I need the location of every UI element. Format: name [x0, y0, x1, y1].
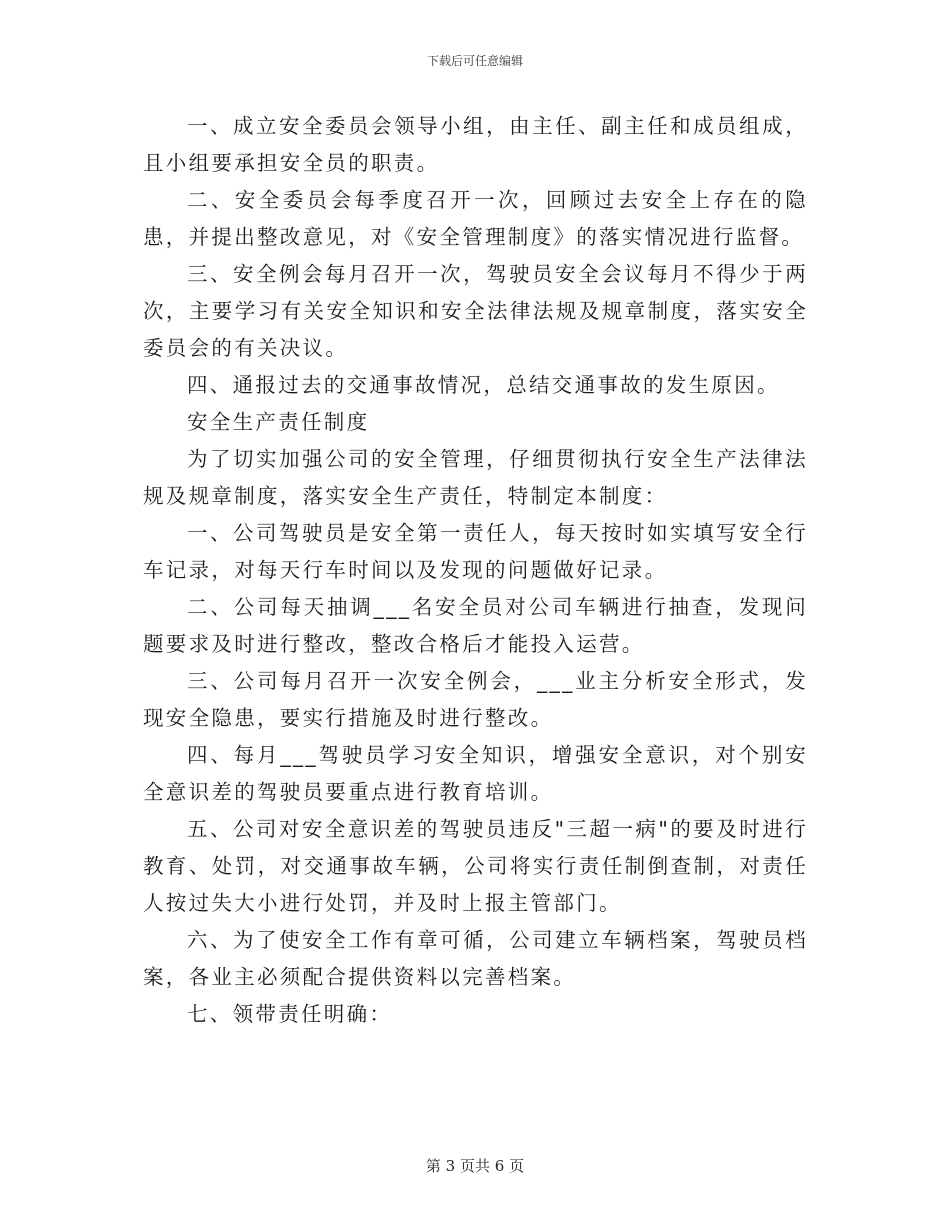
paragraph-rule-7: 七、领带责任明确：: [187, 1002, 393, 1026]
paragraph-rule-2: 二、公司每天抽调___名安全员对公司车辆进行抽查，发现问题要求及时进行整改，整改合格后才能投入运营。: [143, 595, 808, 656]
paragraph-1: 一、成立安全委员会领导小组，由主任、副主任和成员组成，且小组要承担安全员的职责。: [143, 114, 808, 175]
section-title: 安全生产责任制度: [187, 410, 370, 434]
paragraph-rule-6: 六、为了使安全工作有章可循，公司建立车辆档案，驾驶员档案，各业主必须配合提供资料以完善档案。: [143, 928, 808, 989]
page-header: 下载后可任意编辑: [426, 54, 523, 68]
page-footer: 第 3 页共 6 页: [425, 1157, 525, 1175]
paragraph-2: 二、安全委员会每季度召开一次，回顾过去安全上存在的隐患，并提出整改意见，对《安全管理制度》的落实情况进行监督。: [143, 188, 808, 249]
paragraph-intro: 为了切实加强公司的安全管理，仔细贯彻执行安全生产法律法规及规章制度，落实安全生产责任，特制定本制度：: [143, 447, 808, 508]
paragraph-rule-3: 三、公司每月召开一次安全例会，___业主分析安全形式，发现安全隐患，要实行措施及时进行整改。: [143, 669, 808, 730]
paragraph-4: 四、通报过去的交通事故情况，总结交通事故的发生原因。: [187, 373, 780, 397]
paragraph-rule-4: 四、每月___驾驶员学习安全知识，增强安全意识，对个别安全意识差的驾驶员要重点进行教育培训。: [143, 743, 808, 804]
paragraph-rule-5: 五、公司对安全意识差的驾驶员违反"三超一病"的要及时进行教育、处罚，对交通事故车辆，公司将实行责任制倒查制，对责任人按过失大小进行处罚，并及时上报主管部门。: [143, 817, 808, 915]
document-body: [143, 108, 808, 1033]
paragraph-3: 三、安全例会每月召开一次，驾驶员安全会议每月不得少于两次，主要学习有关安全知识和安全法律法规及规章制度，落实安全委员会的有关决议。: [143, 262, 808, 360]
paragraph-rule-1: 一、公司驾驶员是安全第一责任人，每天按时如实填写安全行车记录，对每天行车时间以及发现的问题做好记录。: [143, 521, 808, 582]
